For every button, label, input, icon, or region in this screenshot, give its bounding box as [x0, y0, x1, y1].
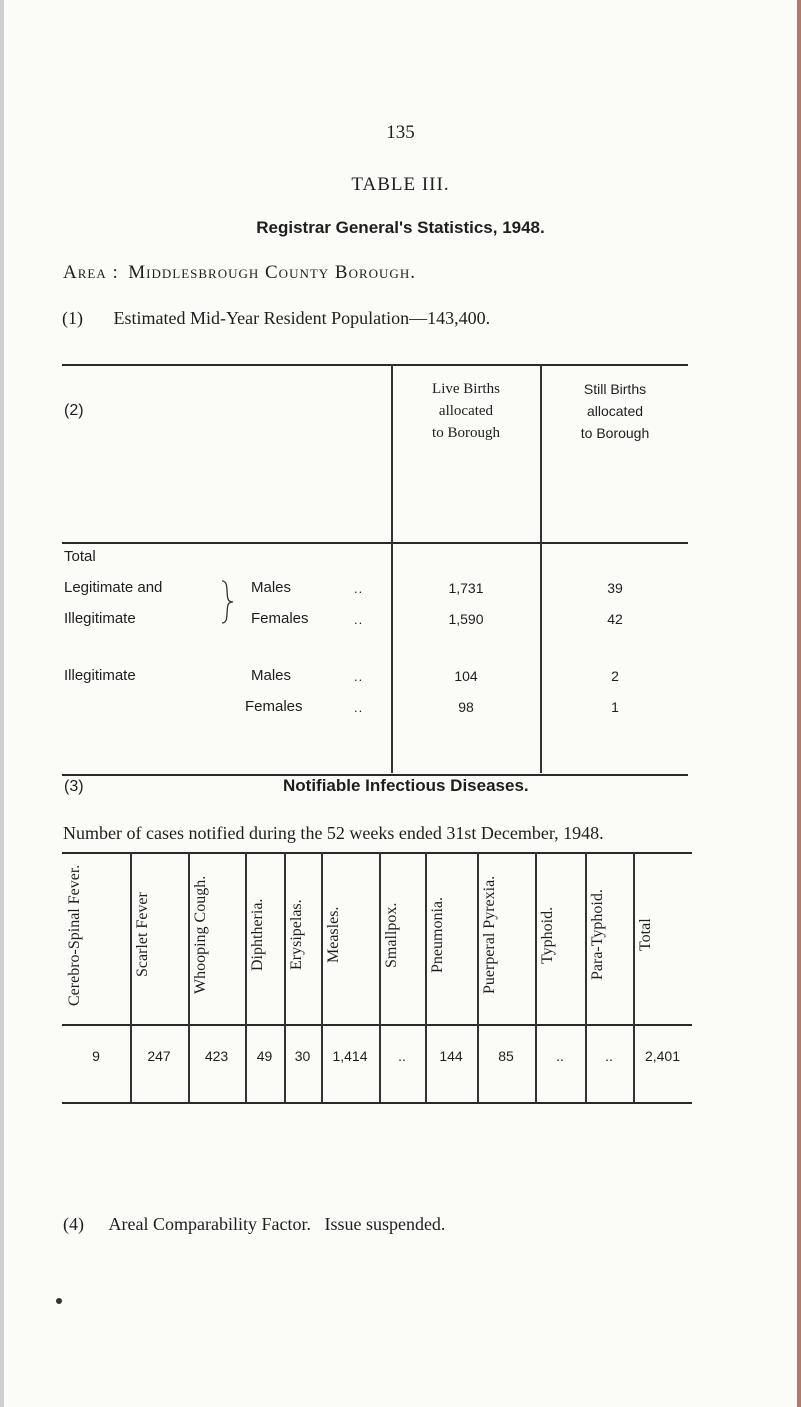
disease-table-header-rule	[62, 1024, 692, 1026]
scan-speck	[56, 1298, 62, 1304]
disease-divider-9	[535, 852, 537, 1102]
disease-table-top-rule	[62, 852, 692, 854]
area-value: Middlesbrough County Borough.	[128, 262, 416, 283]
still-births-header-line-1: Still Births	[583, 381, 647, 397]
disease-header-6: Smallpox.	[383, 902, 400, 968]
disease-value-10: ..	[605, 1048, 613, 1064]
births-section-number: (2)	[64, 402, 84, 419]
illegitimate-group-label: Illegitimate	[64, 610, 136, 627]
total-label: Total	[64, 548, 96, 565]
illegitimate-label: Illegitimate	[64, 667, 136, 684]
infectious-section-number: (3)	[64, 778, 84, 795]
row1-dots: ..	[354, 581, 364, 596]
infectious-subtitle: Number of cases notified during the 52 weeks ended 31st December, 1948.	[63, 823, 604, 843]
live-births-header-line-3: to Borough	[432, 425, 500, 441]
disease-value-11: 2,401	[644, 1048, 681, 1064]
page-number: 135	[386, 122, 415, 143]
disease-header-11: Total	[637, 918, 654, 952]
disease-value-6: ..	[398, 1048, 406, 1064]
row1-still: 39	[607, 580, 623, 596]
still-births-header-line-2: allocated	[586, 403, 644, 419]
registrar-title: Registrar General's Statistics, 1948.	[256, 218, 545, 237]
disease-value-9: ..	[556, 1048, 564, 1064]
disease-header-4: Erysipelas.	[288, 899, 305, 971]
disease-divider-5	[321, 852, 323, 1102]
disease-value-5: 1,414	[332, 1048, 368, 1064]
disease-header-10: Para-Typhoid.	[589, 889, 606, 981]
population-number: (1)	[62, 308, 83, 328]
disease-divider-3	[245, 852, 247, 1102]
disease-divider-7	[425, 852, 427, 1102]
area-label: Area :	[63, 262, 119, 283]
row2-dots: ..	[354, 612, 364, 627]
infectious-title: Notifiable Infectious Diseases.	[283, 776, 529, 795]
row4-live: 98	[458, 699, 474, 715]
row1-sex: Males	[251, 579, 292, 596]
row2-live: 1,590	[448, 611, 484, 627]
row2-sex: Females	[251, 610, 309, 627]
disease-value-0: 9	[92, 1048, 100, 1064]
area-line	[63, 262, 416, 284]
disease-value-1: 247	[147, 1048, 171, 1064]
still-births-header	[541, 378, 689, 444]
brace-icon	[218, 579, 236, 625]
row4-dots: ..	[354, 700, 364, 715]
disease-value-7: 144	[439, 1048, 463, 1064]
live-births-header-line-1: Live Births	[432, 381, 500, 397]
disease-table-bottom-rule	[62, 1102, 692, 1104]
still-births-header-line-3: to Borough	[580, 425, 650, 441]
scan-right-edge	[797, 0, 801, 1407]
disease-header-7: Pneumonia.	[429, 897, 446, 973]
disease-divider-1	[130, 852, 132, 1102]
disease-divider-11	[633, 852, 635, 1102]
row4-sex: Females	[245, 698, 303, 715]
row3-dots: ..	[354, 669, 364, 684]
disease-divider-8	[477, 852, 479, 1102]
births-table-header-rule	[62, 542, 688, 544]
disease-value-3: 49	[256, 1048, 273, 1064]
row3-still: 2	[611, 668, 619, 684]
disease-divider-4	[284, 852, 286, 1102]
disease-header-1: Scarlet Fever	[134, 892, 151, 978]
row1-live: 1,731	[448, 580, 484, 596]
population-text: Estimated Mid-Year Resident Population—143,400.	[113, 308, 491, 328]
disease-header-0: Cerebro-Spinal Fever.	[66, 864, 83, 1006]
disease-header-8: Puerperal Pyrexia.	[481, 875, 498, 995]
areal-text: Areal Comparability Factor. Issue suspended.	[108, 1214, 446, 1234]
disease-value-4: 30	[294, 1048, 311, 1064]
scan-left-edge	[0, 0, 4, 1407]
disease-divider-6	[379, 852, 381, 1102]
row4-still: 1	[611, 699, 619, 715]
disease-header-9: Typhoid.	[539, 906, 556, 964]
disease-header-2: Whooping Cough.	[192, 875, 209, 995]
legitimate-and-label: Legitimate and	[64, 579, 163, 596]
row3-sex: Males	[251, 667, 292, 684]
disease-value-8: 85	[498, 1048, 514, 1064]
live-births-header	[392, 378, 540, 444]
areal-number: (4)	[63, 1214, 84, 1234]
table-title: TABLE III.	[351, 174, 450, 195]
population-line	[62, 308, 490, 329]
disease-divider-10	[585, 852, 587, 1102]
disease-value-2: 423	[204, 1048, 229, 1064]
areal-line	[63, 1214, 445, 1235]
disease-header-3: Diphtheria.	[249, 898, 266, 972]
row2-still: 42	[607, 611, 623, 627]
row3-live: 104	[454, 668, 478, 684]
disease-header-5: Measles.	[325, 906, 342, 964]
live-births-header-line-2: allocated	[438, 403, 494, 419]
births-table-top-rule	[62, 364, 688, 366]
disease-divider-2	[188, 852, 190, 1102]
